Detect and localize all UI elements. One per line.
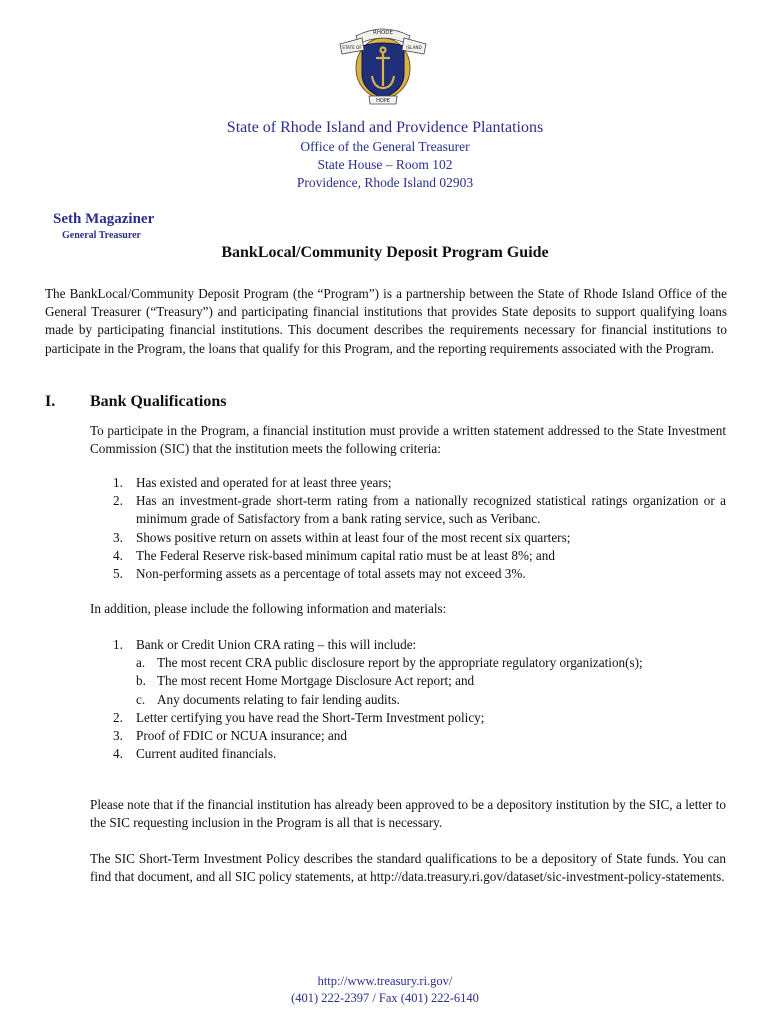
office-room: State House – Room 102 [317, 157, 453, 172]
criteria-list [113, 474, 726, 583]
sublist-item [136, 654, 726, 672]
list-item-text: Has existed and operated for at least three years; [136, 475, 392, 490]
list-item-number: 2. [113, 709, 123, 725]
treasurer-name: Seth Magaziner [53, 211, 155, 227]
list-item-text: Shows positive return on assets within at least four of the most recent six quarters; [136, 529, 571, 545]
document-title: BankLocal/Community Deposit Program Guide [221, 244, 549, 261]
section-title: Bank Qualifications [90, 393, 227, 410]
list-item [113, 474, 726, 492]
section-number: I. [45, 393, 56, 410]
list-item-text: Letter certifying you have read the Short-Term Investment policy; [136, 709, 485, 725]
section-lead-paragraph: To participate in the Program, a financial institution must provide a written statement addressed to the State Investment Commission (SIC) that the institution meets the following criteria: [90, 423, 726, 457]
list-item [113, 745, 726, 763]
list-item [113, 636, 726, 709]
list-item-text: Proof of FDIC or NCUA insurance; and [136, 728, 347, 744]
sublist-item-text: Any documents relating to fair lending audits. [157, 691, 400, 707]
list-item-number: 4. [113, 547, 123, 563]
list-item-number: 3. [113, 728, 123, 744]
sublist-item [136, 691, 726, 709]
seal-ribbon-left: STATE OF [342, 45, 362, 50]
sublist-item-letter: c. [136, 691, 146, 707]
list-item [113, 709, 726, 727]
list-item-text: Bank or Credit Union CRA rating – this will include: [136, 637, 417, 652]
list-item-text: Non-performing assets as a percentage of total assets may not exceed 3%. [136, 566, 526, 582]
list-item-text: The Federal Reserve risk-based minimum capital ratio must be at least 8%; and [136, 547, 555, 563]
list-item-number: 1. [113, 637, 123, 652]
footer-website-link[interactable]: http://www.treasury.ri.gov/ [317, 974, 453, 988]
sublist-item-text: The most recent Home Mortgage Disclosure Act report; and [157, 673, 475, 689]
footer-phone-fax: (401) 222-2397 / Fax (401) 222-6140 [291, 991, 479, 1005]
list-item [113, 529, 726, 547]
materials-list [113, 636, 726, 763]
seal-motto: HOPE [376, 98, 390, 104]
list-item-number: 3. [113, 529, 123, 545]
approval-note-paragraph: Please note that if the financial institution has already been approved to be a depository institution by the SIC, a letter to the SIC requesting inclusion in the Program is all that is necessary. [90, 797, 726, 831]
list-item-text: Current audited financials. [136, 746, 277, 762]
cra-sublist [136, 654, 726, 709]
sublist-item-letter: a. [136, 655, 146, 671]
state-seal-logo [334, 20, 432, 106]
list-item-number: 2. [113, 493, 123, 509]
intro-paragraph: The BankLocal/Community Deposit Program (the “Program”) is a partnership between the State of Rhode Island Office of the General Treasurer (“Treasury”) and participating financial institutions that provides State deposits to support qualifying loans made by participating financial institutions. This document describes the requirements necessary for financial institutions to participate in the Program, the loans that qualify for this Program, and the reporting requirements associated with the Program. [45, 286, 727, 356]
sublist-item-letter: b. [136, 673, 146, 689]
list-item-text: Has an investment-grade short-term rating from a nationally recognized statistical ratings organization or a minimum grade of Satisfactory from a bank rating service, such as Veribanc. [136, 493, 726, 527]
policy-paragraph: The SIC Short-Term Investment Policy describes the standard qualifications to be a depository of State funds. You can find that document, and all SIC policy statements, at http://data.treasury.ri.gov/dataset/sic-investment-policy-statements. [90, 851, 726, 885]
list-item-number: 1. [113, 475, 123, 490]
treasurer-title: General Treasurer [62, 230, 141, 241]
office-name: Office of the General Treasurer [300, 139, 470, 154]
state-name-heading: State of Rhode Island and Providence Plantations [226, 119, 544, 136]
list-item [113, 727, 726, 745]
list-item [113, 547, 726, 565]
seal-ribbon-top: RHODE [373, 30, 393, 36]
materials-lead-paragraph: In addition, please include the following information and materials: [90, 601, 447, 616]
list-item [113, 565, 726, 583]
sublist-item-text: The most recent CRA public disclosure report by the appropriate regulatory organization(s); [157, 655, 643, 671]
sublist-item [136, 672, 726, 690]
list-item [113, 492, 726, 528]
list-item-number: 4. [113, 746, 123, 762]
office-city: Providence, Rhode Island 02903 [296, 175, 474, 190]
seal-ribbon-right: ISLAND [406, 45, 422, 50]
list-item-number: 5. [113, 566, 123, 582]
